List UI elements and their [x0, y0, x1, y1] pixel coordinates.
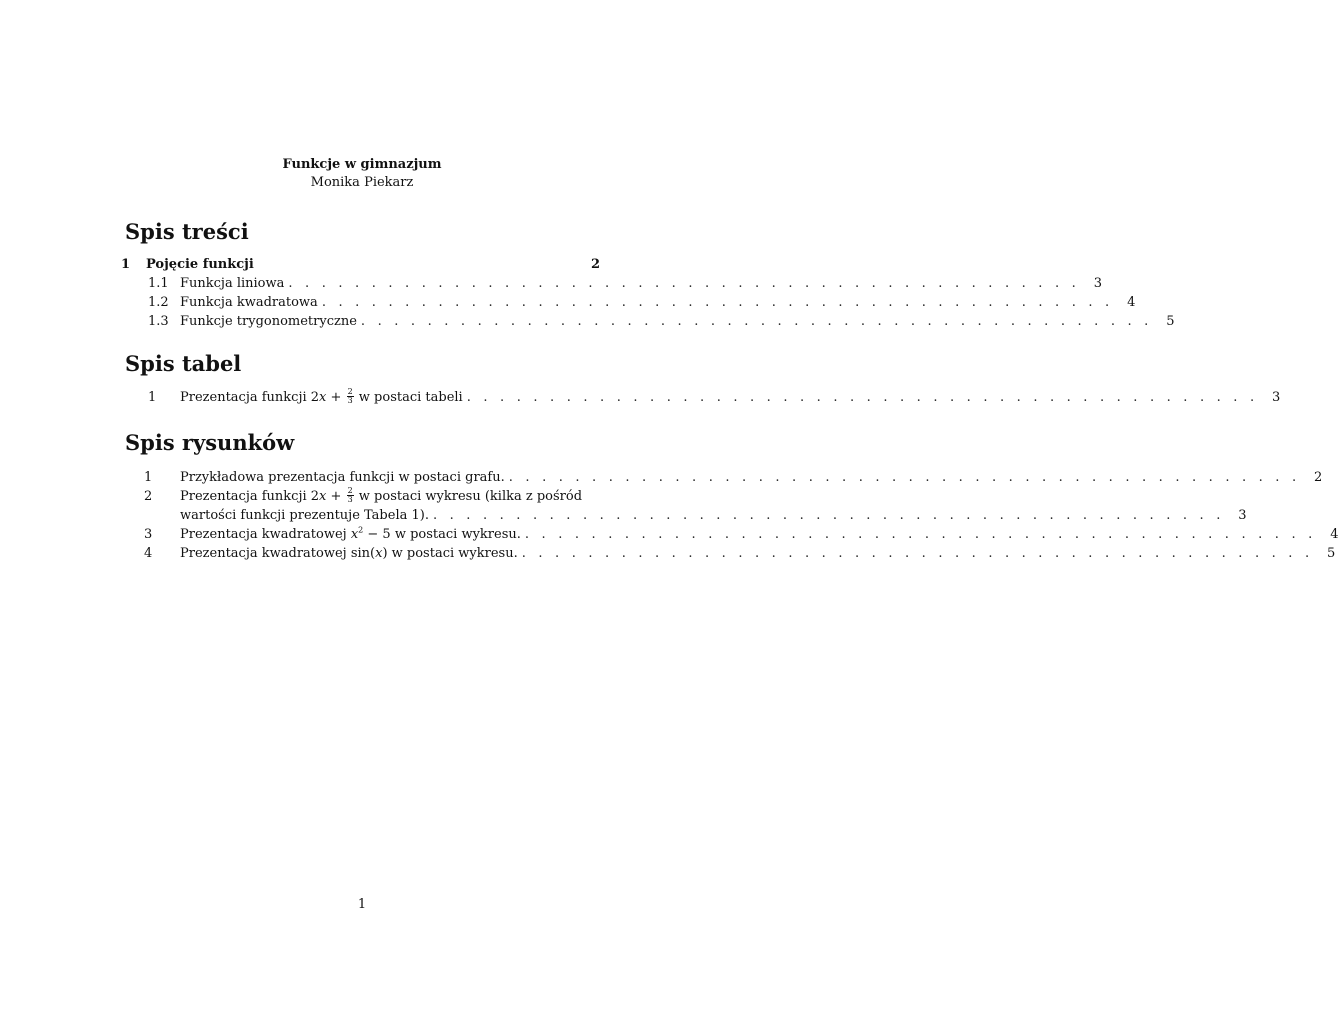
toc-entry-subsection[interactable]: [118, 274, 1102, 293]
leader-dots: . . . . . . . . . . . . . . . . . . . . . . . . . . . . . . . . . . . . . . . . . . . . . . . .: [466, 390, 1259, 405]
toc-entry-label: Pojęcie funkcji: [146, 257, 254, 272]
toc-list: [118, 255, 1175, 331]
page-number: 1: [357, 897, 367, 912]
lof-entry-number: 1: [144, 470, 153, 485]
lot-heading: Spis tabel: [125, 351, 242, 376]
leader-dots: . . . . . . . . . . . . . . . . . . . . . . . . . . . . . . . . . . . . . . . . . . . . . . . .: [432, 508, 1225, 523]
lof-list: [118, 468, 1338, 563]
lof-entry-page: 5: [1327, 546, 1336, 561]
lof-entry[interactable]: [118, 486, 1247, 525]
lof-entry[interactable]: [118, 544, 1336, 563]
leader-dots: . . . . . . . . . . . . . . . . . . . . . . . . . . . . . . . . . . . . . . . . . . . . . . . .: [521, 546, 1314, 561]
toc-entry-page: 5: [1166, 314, 1175, 329]
document-header: [0, 156, 724, 192]
lof-entry-page: 2: [1314, 470, 1323, 485]
lof-entry[interactable]: [118, 468, 1323, 487]
toc-entry-label: Funkcje trygonometryczne: [180, 314, 357, 329]
fraction: $\frac{2}{3}$: [347, 387, 353, 405]
toc-entry-page: 3: [1093, 276, 1102, 291]
leader-dots: . . . . . . . . . . . . . . . . . . . . . . . . . . . . . . . . . . . . . . . . . . . . . . . .: [524, 527, 1317, 542]
leader-dots: . . . . . . . . . . . . . . . . . . . . . . . . . . . . . . . . . . . . . . . . . . . . . . . .: [321, 295, 1114, 310]
toc-entry-section[interactable]: [118, 255, 600, 274]
toc-entry-number: 1.2: [148, 295, 169, 310]
lot-entry-number: 1: [148, 390, 157, 405]
toc-heading: Spis treści: [125, 219, 249, 244]
lot-entry-page: 3: [1272, 390, 1281, 405]
lof-entry-number: 2: [144, 489, 153, 504]
toc-entry-page: 4: [1127, 295, 1136, 310]
lof-entry-label-block: [180, 487, 1247, 525]
document-title: Funkcje w gimnazjum: [282, 157, 442, 172]
toc-entry-page: 2: [590, 257, 600, 272]
lot-entry-label: Prezentacja funkcji 2x + $\frac{2}{3}$ w postaci tabeli: [180, 387, 463, 405]
lot-entry[interactable]: [118, 387, 1281, 407]
leader-dots: . . . . . . . . . . . . . . . . . . . . . . . . . . . . . . . . . . . . . . . . . . . . . . . .: [288, 276, 1080, 291]
lof-entry-page: 4: [1330, 527, 1338, 542]
lof-entry-label: Prezentacja kwadratowej sin(x) w postaci wykresu.: [180, 546, 518, 561]
lot-list: [118, 387, 1281, 407]
lof-entry-label: Przykładowa prezentacja funkcji w postaci grafu.: [180, 470, 505, 485]
toc-entry-number: 1.3: [148, 314, 169, 329]
leader-dots: . . . . . . . . . . . . . . . . . . . . . . . . . . . . . . . . . . . . . . . . . . . . . . . .: [360, 314, 1153, 329]
fraction: $\frac{2}{3}$: [347, 486, 353, 504]
lof-entry-number: 4: [144, 546, 153, 561]
toc-entry-label: Funkcja liniowa: [180, 276, 285, 291]
document-author: Monika Piekarz: [310, 175, 414, 190]
lof-entry-label: Prezentacja kwadratowej $x^2 - 5$ w postaci wykresu.: [180, 525, 521, 542]
lof-entry-label: Prezentacja funkcji 2x + $\frac{2}{3}$ w postaci wykresu (kilka z pośród: [180, 486, 583, 504]
leader-dots: . . . . . . . . . . . . . . . . . . . . . . . . . . . . . . . . . . . . . . . . . . . . . . . .: [508, 470, 1301, 485]
toc-entry-subsection[interactable]: [118, 312, 1175, 331]
lof-entry[interactable]: [118, 525, 1338, 544]
lof-entry-number: 3: [144, 527, 153, 542]
lof-heading: Spis rysunków: [125, 430, 295, 455]
toc-entry-subsection[interactable]: [118, 293, 1136, 312]
toc-entry-label: Funkcja kwadratowa: [180, 295, 318, 310]
toc-entry-number: 1.1: [148, 276, 169, 291]
toc-entry-number: 1: [121, 257, 131, 272]
lof-entry-page: 3: [1238, 508, 1247, 523]
lof-entry-label-continued: wartości funkcji prezentuje Tabela 1).: [180, 508, 429, 523]
